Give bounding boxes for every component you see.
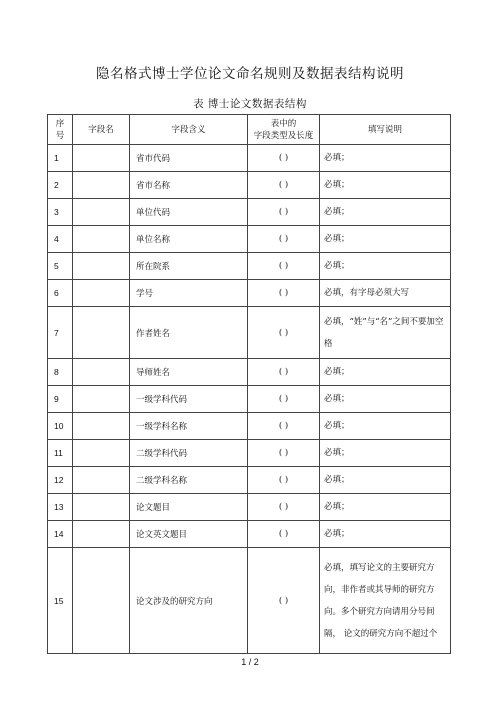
row-fill-note: 必填，填写论文的主要研究方向，非作者或其导师的研究方向。多个研究方向请用分号间隔， 论文的研究方向不超过个 [320,548,451,654]
row-field-type: ( ) [248,199,320,226]
row-field-type: ( ) [248,307,320,359]
table-row [48,386,451,413]
row-field-type: ( ) [248,548,320,654]
row-fill-note: 必填； [320,413,451,440]
row-seq: 7 [48,307,73,359]
row-field-type: ( ) [248,494,320,521]
table-row [48,548,451,654]
row-field-meaning: 省市名称 [130,172,248,199]
row-field-name [73,494,130,521]
row-field-type: ( ) [248,226,320,253]
header-seq-line2: 号 [55,130,65,141]
row-seq: 11 [48,440,73,467]
row-field-meaning: 论文题目 [130,494,248,521]
row-field-type: ( ) [248,280,320,307]
row-seq: 14 [48,521,73,548]
table-row [48,413,451,440]
header-type-line1: 表中的 [270,118,297,129]
row-field-type: ( ) [248,145,320,172]
row-fill-note: 必填； [320,145,451,172]
row-fill-note: 必填； [320,172,451,199]
row-field-meaning: 单位名称 [130,226,248,253]
row-field-type: ( ) [248,172,320,199]
row-seq: 8 [48,359,73,386]
row-seq: 13 [48,494,73,521]
header-type-line2: 字段类型及长度 [253,130,314,141]
table-caption: 表 博士论文数据表结构 [193,98,307,110]
row-field-meaning: 二级学科名称 [130,467,248,494]
row-field-name [73,440,130,467]
row-fill-note: 必填； [320,521,451,548]
row-field-meaning: 一级学科名称 [130,413,248,440]
row-field-meaning: 二级学科代码 [130,440,248,467]
row-field-type: ( ) [248,253,320,280]
header-field-meaning: 字段含义 [130,115,248,145]
header-fill-note: 填写说明 [320,115,451,145]
row-field-name [73,280,130,307]
row-field-name [73,548,130,654]
row-seq: 15 [48,548,73,654]
row-fill-note: 必填，“姓”与“名”之间不要加空格 [320,307,451,359]
row-seq: 4 [48,226,73,253]
header-field-name: 字段名 [73,115,130,145]
row-seq: 10 [48,413,73,440]
row-seq: 2 [48,172,73,199]
row-seq: 9 [48,386,73,413]
row-field-name [73,359,130,386]
table-row [48,494,451,521]
row-field-type: ( ) [248,386,320,413]
row-field-meaning: 单位代码 [130,199,248,226]
row-field-meaning: 论文英文题目 [130,521,248,548]
table-row [48,253,451,280]
row-field-type: ( ) [248,359,320,386]
row-field-name [73,253,130,280]
row-field-type: ( ) [248,521,320,548]
row-fill-note: 必填； [320,226,451,253]
row-field-meaning: 所在院系 [130,253,248,280]
row-seq: 3 [48,199,73,226]
table-row [48,172,451,199]
table-row [48,440,451,467]
row-fill-note: 必填； [320,467,451,494]
table-header-row [48,115,451,145]
row-field-name [73,226,130,253]
row-field-meaning: 导师姓名 [130,359,248,386]
row-field-name [73,199,130,226]
row-field-name [73,307,130,359]
row-field-type: ( ) [248,440,320,467]
row-seq: 5 [48,253,73,280]
row-field-type: ( ) [248,467,320,494]
row-fill-note: 必填； [320,199,451,226]
table-row [48,359,451,386]
row-field-name [73,386,130,413]
row-seq: 6 [48,280,73,307]
row-field-meaning: 学号 [130,280,248,307]
row-field-meaning: 作者姓名 [130,307,248,359]
row-field-meaning: 一级学科代码 [130,386,248,413]
header-seq [48,115,73,145]
row-fill-note: 必填； [320,359,451,386]
page-indicator: 1 / 2 [241,657,259,667]
row-fill-note: 必填； [320,386,451,413]
table-row [48,199,451,226]
table-row [48,145,451,172]
table-row [48,521,451,548]
document-title: 隐名格式博士学位论文命名规则及数据表结构说明 [96,66,404,82]
row-fill-note: 必填； [320,494,451,521]
row-field-name [73,413,130,440]
table-row [48,307,451,359]
row-field-name [73,172,130,199]
header-seq-line1: 序 [55,118,65,129]
header-field-type [248,115,320,145]
table-row [48,226,451,253]
row-seq: 12 [48,467,73,494]
row-field-type: ( ) [248,413,320,440]
row-field-name [73,145,130,172]
table-row [48,467,451,494]
row-field-meaning: 省市代码 [130,145,248,172]
row-fill-note: 必填； [320,253,451,280]
row-field-meaning: 论文涉及的研究方向 [130,548,248,654]
data-structure-table [47,114,451,654]
row-seq: 1 [48,145,73,172]
row-field-name [73,521,130,548]
row-field-name [73,467,130,494]
table-row [48,280,451,307]
row-fill-note: 必填； [320,440,451,467]
row-fill-note: 必填，有字母必须大写 [320,280,451,307]
